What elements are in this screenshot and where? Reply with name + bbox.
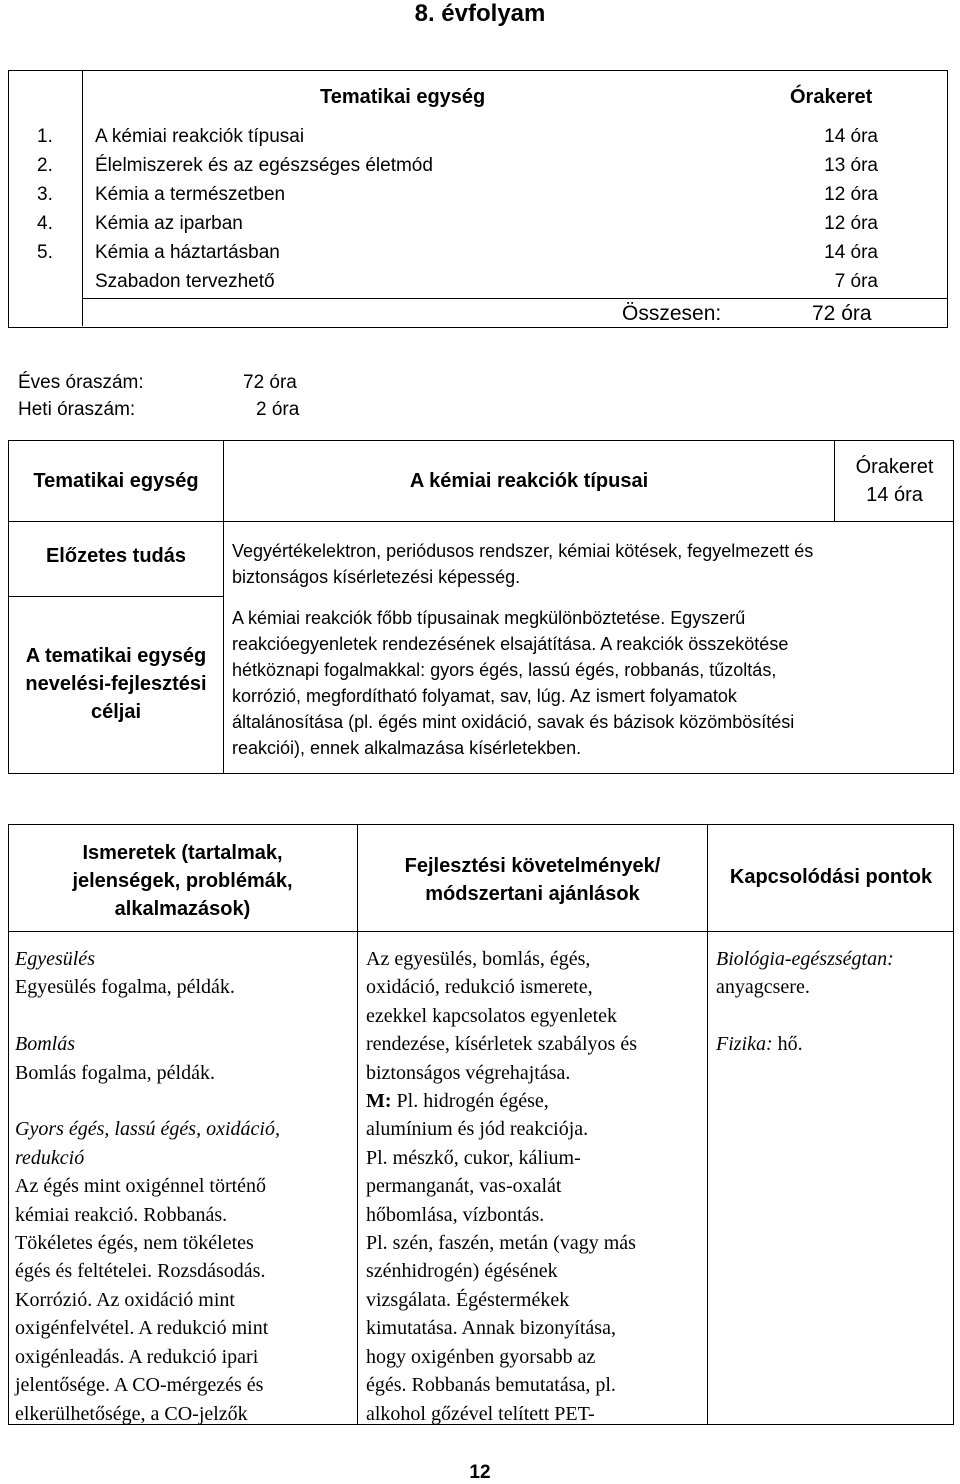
requirement-line: vizsgálata. Égéstermékek xyxy=(366,1288,570,1311)
overview-row-name: Élelmiszerek és az egészséges életmód xyxy=(95,155,433,176)
overview-col-hours: Órakeret xyxy=(790,86,873,108)
knowledge-line: Bomlás xyxy=(15,1033,75,1056)
page-heading: 8. évfolyam xyxy=(414,0,546,27)
goals-line: általánosítása (pl. égés mint oxidáció, savak és bázisok közömbösítési xyxy=(232,712,795,732)
overview-row-hours: 7 óra xyxy=(834,271,878,292)
knowledge-line: Bomlás fogalma, példák. xyxy=(15,1061,215,1084)
knowledge-line: oxigénfelvétel. A redukció mint xyxy=(15,1317,269,1340)
requirement-line: hőbomlása, vízbontás. xyxy=(366,1203,545,1226)
requirement-line: égés. Robbanás bemutatása, pl. xyxy=(366,1374,616,1397)
goals-line: reakcióegyenletek rendezésének elsajátítása. A reakciók összekötése xyxy=(232,634,789,654)
weekly-label: Heti óraszám: xyxy=(18,399,136,420)
requirement-line: hogy oxigénben gyorsabb az xyxy=(366,1345,596,1368)
overview-row-num: 5. xyxy=(37,242,53,263)
overview-total-label: Összesen: xyxy=(622,302,722,325)
overview-row-name: Szabadon tervezhető xyxy=(95,271,275,292)
knowledge-line: Az égés mint oxigénnel történő xyxy=(15,1175,267,1198)
knowledge-line: Gyors égés, lassú égés, oxidáció, xyxy=(15,1118,280,1141)
requirement-line: kimutatása. Annak bizonyítása, xyxy=(366,1317,616,1340)
knowledge-line: Korrózió. Az oxidáció mint xyxy=(15,1288,235,1311)
head-line: alkalmazások) xyxy=(114,898,251,920)
overview-row-name: Kémia a háztartásban xyxy=(95,242,280,263)
goals-line: hétköznapi fogalmakkal: gyors égés, lassú égés, robbanás, tűzoltás, xyxy=(232,660,777,680)
goals-label-line: A tematikai egység xyxy=(25,645,207,667)
page-number: 12 xyxy=(469,1462,491,1483)
connection-subject: Biológia-egészségtan: xyxy=(716,948,894,970)
prior-line: Vegyértékelektron, periódusos rendszer, kémiai kötések, fegyelmezett és xyxy=(232,541,814,561)
requirement-line: Az egyesülés, bomlás, égés, xyxy=(366,948,591,970)
weekly-value: 2 óra xyxy=(256,399,300,420)
head-line: Fejlesztési követelmények/ xyxy=(404,855,661,877)
knowledge-line: oxigénleadás. A redukció ipari xyxy=(15,1345,259,1368)
goals-line: korrózió, megfordítható folyamat, sav, lúg. Az ismert folyamatok xyxy=(232,686,737,706)
requirement-line: biztonságos végrehajtása. xyxy=(366,1061,571,1084)
content-head-knowledge xyxy=(8,839,357,923)
overview-row-num: 3. xyxy=(37,184,53,205)
goals-label-line: céljai xyxy=(90,701,142,723)
annual-value: 72 óra xyxy=(243,372,297,393)
goals-label-line: nevelési-fejlesztési xyxy=(25,673,207,695)
connection-line xyxy=(716,945,894,973)
overview-row-name: A kémiai reakciók típusai xyxy=(95,126,305,147)
requirement-line: szénhidrogén) égésének xyxy=(366,1260,558,1283)
requirement-line: rendezése, kísérletek szabályos és xyxy=(366,1033,637,1056)
knowledge-line: kémiai reakció. Robbanás. xyxy=(15,1203,228,1226)
head-line: módszertani ajánlások xyxy=(425,883,640,905)
unit-label: Tematikai egység xyxy=(33,470,199,492)
prior-knowledge-text xyxy=(232,538,813,590)
requirement-line: alumínium és jód reakciója. xyxy=(366,1118,589,1141)
content-head-requirements xyxy=(358,852,707,908)
annual-label: Éves óraszám: xyxy=(18,372,144,393)
requirement-line: oxidáció, redukció ismerete, xyxy=(366,976,593,999)
requirement-line: Pl. mészkő, cukor, kálium- xyxy=(366,1146,581,1169)
goals-label xyxy=(8,642,224,726)
overview-row-hours: 12 óra xyxy=(824,213,878,234)
requirement-line: alkohol gőzével telített PET- xyxy=(366,1402,595,1425)
content-head-connections: Kapcsolódási pontok xyxy=(729,866,933,888)
requirement-line: permanganát, vas-oxalát xyxy=(366,1175,562,1198)
unit-hours-label: Órakeret xyxy=(855,456,934,478)
requirement-line: M: Pl. hidrogén égése, xyxy=(366,1090,549,1113)
content-col-knowledge xyxy=(15,945,280,1428)
method-marker: M: xyxy=(366,1090,392,1113)
unit-hours: 14 óra xyxy=(866,484,923,506)
knowledge-line: redukció xyxy=(15,1146,85,1169)
overview-total-hours: 72 óra xyxy=(812,302,872,325)
overview-col-unit: Tematikai egység xyxy=(320,86,486,108)
unit-title: A kémiai reakciók típusai xyxy=(409,470,649,492)
overview-row-hours: 14 óra xyxy=(824,242,878,263)
head-line: Ismeretek (tartalmak, xyxy=(82,842,283,864)
content-col-requirements xyxy=(366,945,637,1428)
connection-line: anyagcsere. xyxy=(716,976,810,999)
knowledge-line: elkerülhetősége, a CO-jelzők xyxy=(15,1402,248,1425)
knowledge-line: Egyesülés xyxy=(15,948,95,970)
requirement-line: ezekkel kapcsolatos egyenletek xyxy=(366,1004,617,1027)
knowledge-line xyxy=(15,1002,280,1030)
overview-row-name: Kémia a természetben xyxy=(95,184,286,205)
overview-row-name: Kémia az iparban xyxy=(95,213,243,234)
goals-text xyxy=(232,605,794,761)
goals-line: A kémiai reakciók főbb típusainak megkülönböztetése. Egyszerű xyxy=(232,608,746,628)
knowledge-line: Tökéletes égés, nem tökéletes xyxy=(15,1232,254,1255)
connection-line xyxy=(716,1002,894,1030)
knowledge-line: égés és feltételei. Rozsdásodás. xyxy=(15,1260,266,1283)
connection-line: Fizika: hő. xyxy=(716,1033,803,1056)
knowledge-line: Egyesülés fogalma, példák. xyxy=(15,976,235,999)
requirement-line: Pl. szén, faszén, metán (vagy más xyxy=(366,1232,636,1255)
knowledge-line xyxy=(15,1087,280,1115)
overview-row-num: 1. xyxy=(37,126,53,147)
knowledge-line: jelentősége. A CO-mérgezés és xyxy=(15,1374,264,1397)
overview-row-hours: 14 óra xyxy=(824,126,878,147)
overview-row-hours: 12 óra xyxy=(824,184,878,205)
overview-row-num: 2. xyxy=(37,155,53,176)
head-line: jelenségek, problémák, xyxy=(72,870,293,892)
content-col-connections xyxy=(716,945,894,1059)
connection-subject: Fizika: xyxy=(716,1033,773,1056)
overview-row-hours: 13 óra xyxy=(824,155,878,176)
overview-row-num: 4. xyxy=(37,213,53,234)
goals-line: reakciói), ennek alkalmazása kísérletekben. xyxy=(232,738,582,758)
prior-line: biztonságos kísérletezési képesség. xyxy=(232,567,521,587)
prior-knowledge-label: Előzetes tudás xyxy=(45,545,187,567)
